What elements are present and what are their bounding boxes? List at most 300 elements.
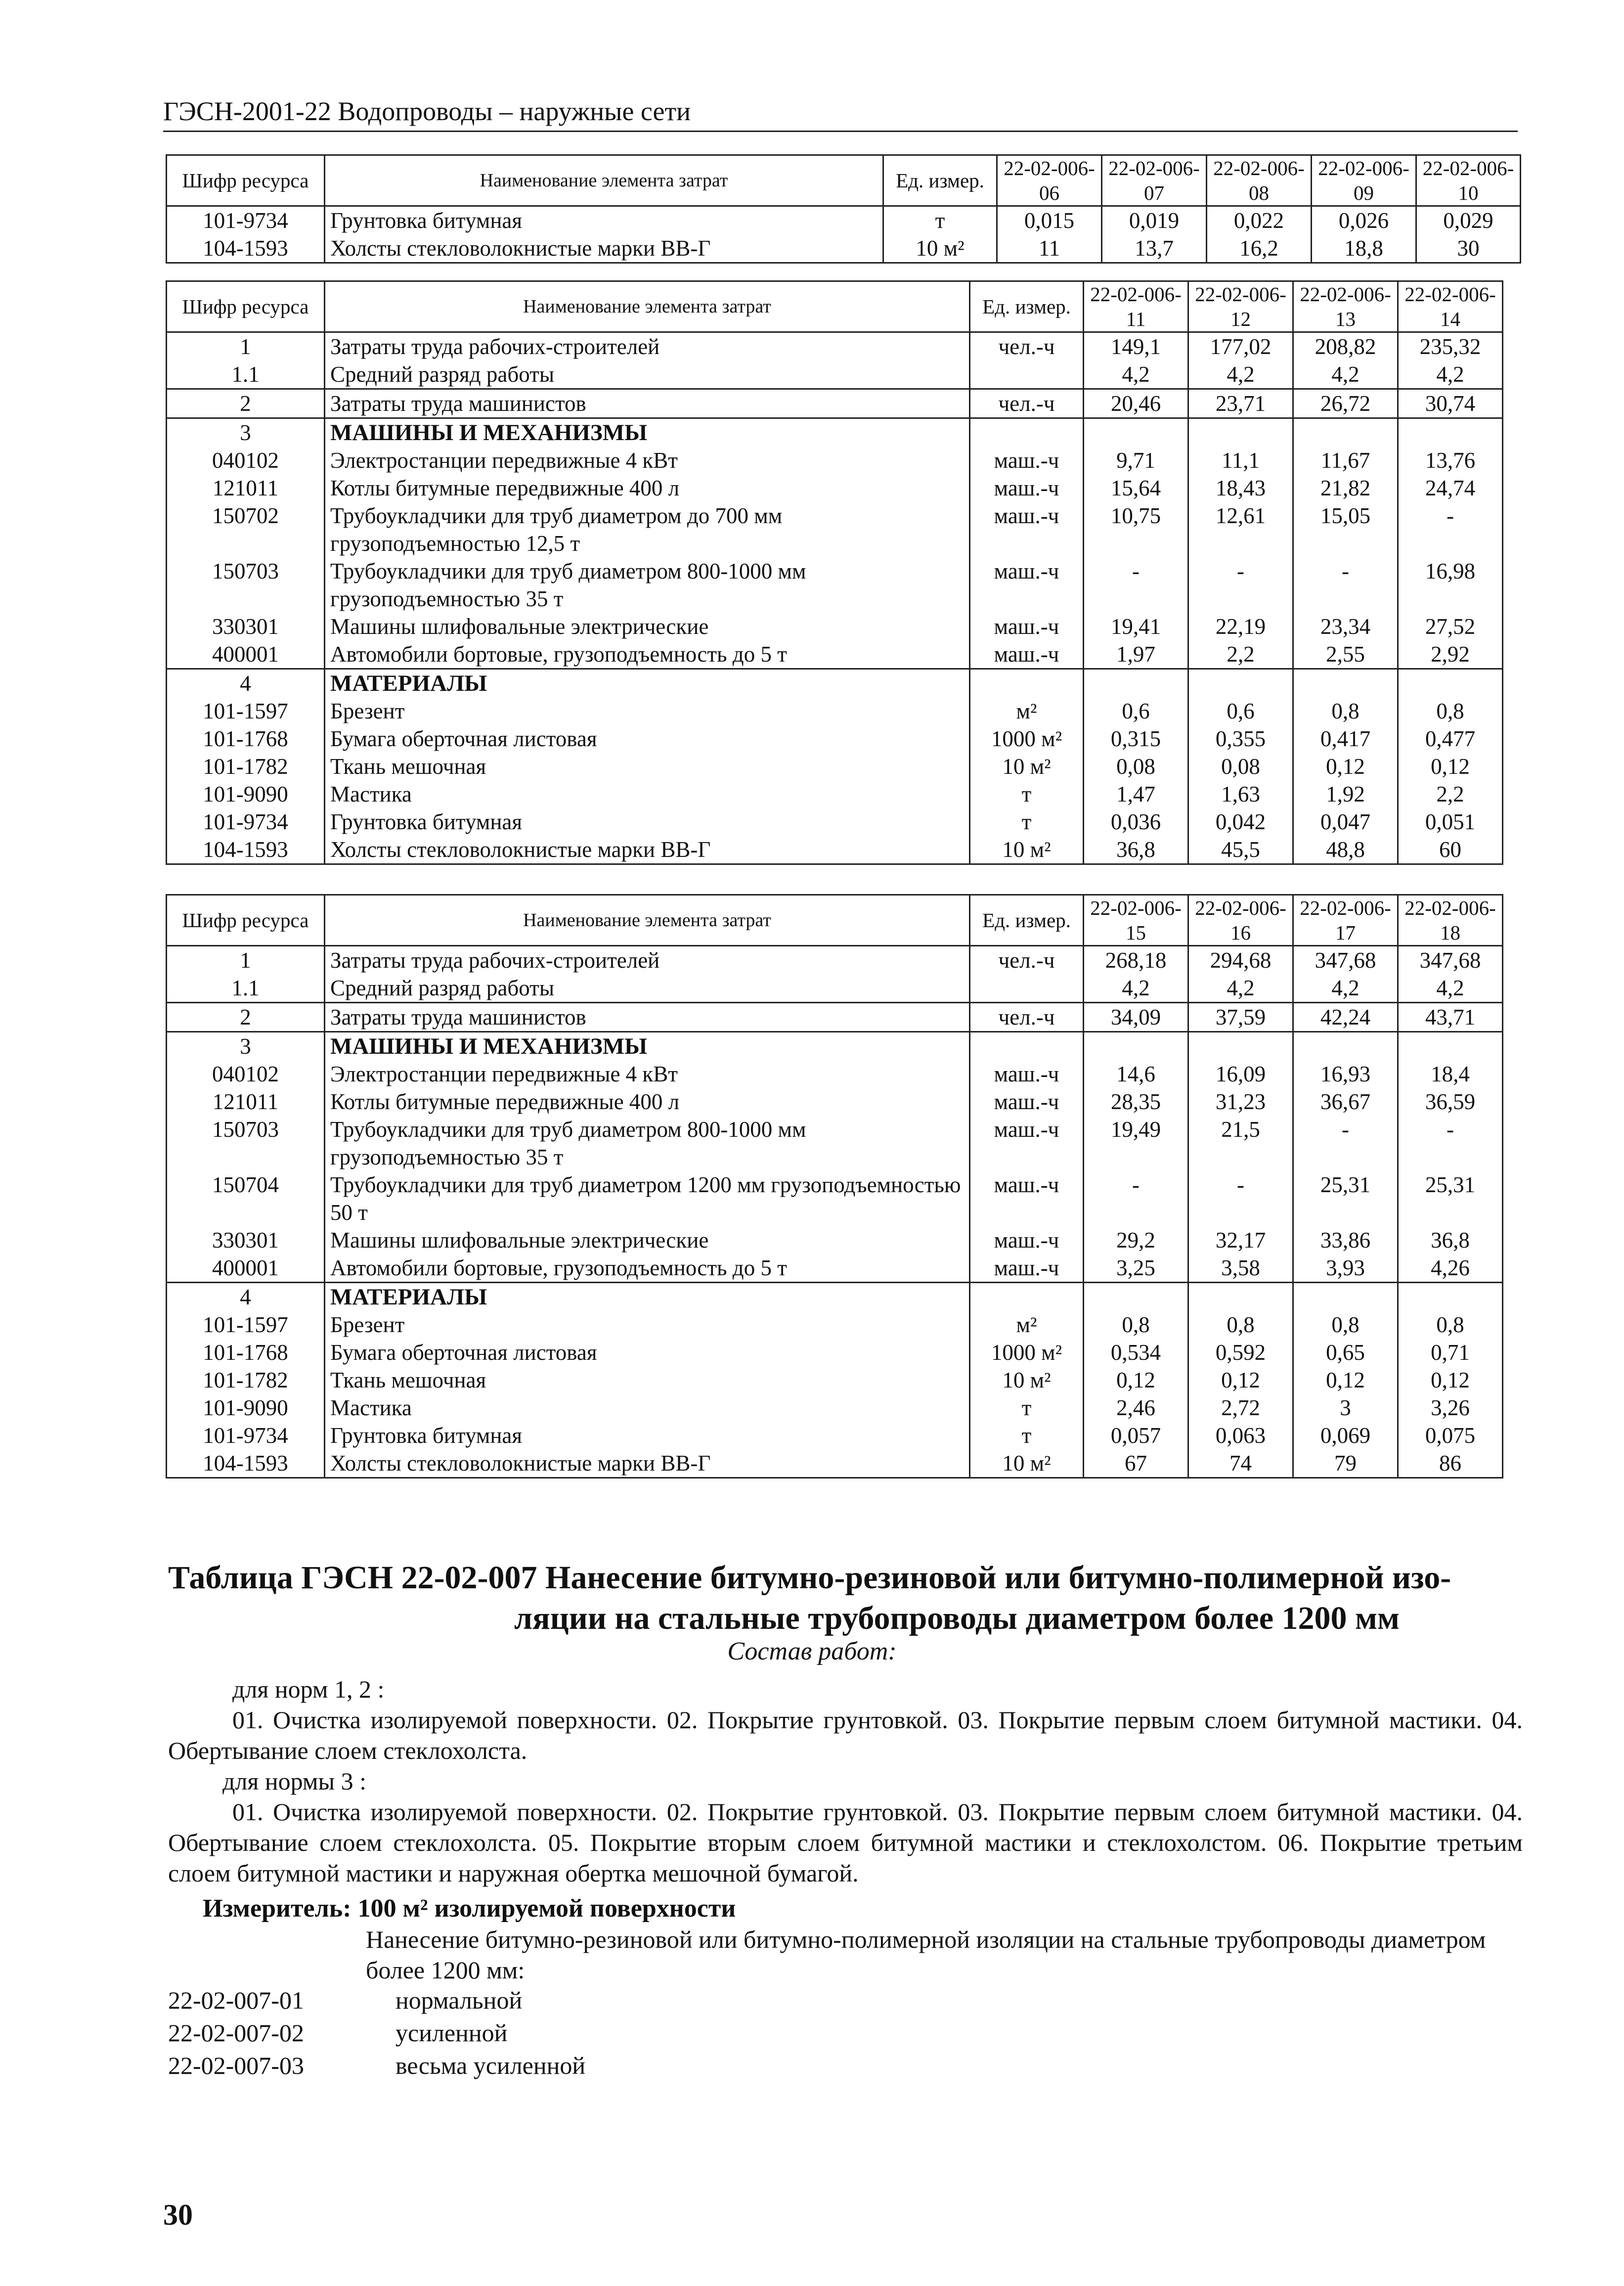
resource-code: 3 [167,418,325,447]
resource-code: 150703 [167,1116,325,1171]
norm-value [1084,1032,1188,1061]
resource-code: 330301 [167,613,325,640]
column-header: Шифр ресурса [167,155,325,206]
column-header: 22-02-006-12 [1188,281,1293,332]
norm-code: 22-02-007-01 [168,1986,304,2014]
norm-value: 4,2 [1398,360,1503,389]
norm-value: 149,1 [1084,332,1188,361]
norm-value: 0,069 [1293,1422,1398,1449]
table-row [167,697,1503,725]
norm-code-label: усиленной [395,2019,508,2047]
norm-value: 2,2 [1398,780,1503,808]
resource-name: Холсты стекловолокнистые марки ВВ-Г [325,234,883,263]
resource-name: Бумага оберточная листовая [325,1339,970,1366]
norm-value: 19,49 [1084,1116,1188,1171]
unit-of-measure: 10 м² [970,836,1084,864]
resource-name: Мастика [325,780,970,808]
unit-of-measure: чел.-ч [970,1003,1084,1032]
norm-value: 0,12 [1398,1366,1503,1394]
norm-value: 0,8 [1293,1311,1398,1339]
resource-name: Трубоукладчики для труб диаметром до 700 мм грузоподъемностью 12,5 т [325,502,970,557]
norm-value: 74 [1188,1449,1293,1478]
resource-name: Брезент [325,697,970,725]
norm-value: 14,6 [1084,1060,1188,1088]
table-row [167,1449,1503,1478]
unit-of-measure [970,360,1084,389]
norm-value: 33,86 [1293,1226,1398,1254]
norm-value [1084,669,1188,698]
norm-value: 3 [1293,1394,1398,1422]
norm-value: 235,32 [1398,332,1503,361]
resource-name: Холсты стекловолокнистые марки ВВ-Г [325,836,970,864]
table-row [167,1088,1503,1116]
norm-description: Нанесение битумно-резиновой или битумно-полимерной изоляции на стальные трубопроводы диаметром более 1200 мм: [366,1926,1486,1984]
table-row [167,557,1503,613]
norm-value: 3,25 [1084,1254,1188,1283]
norm-value: 36,59 [1398,1088,1503,1116]
norm-value: 294,68 [1188,946,1293,975]
table-row [167,1226,1503,1254]
norm-value: 28,35 [1084,1088,1188,1116]
unit-of-measure: 1000 м² [970,725,1084,753]
unit-of-measure: маш.-ч [970,613,1084,640]
norm-value: 19,41 [1084,613,1188,640]
norm-value: 27,52 [1398,613,1503,640]
norm-value: 30,74 [1398,389,1503,418]
norm-value: 18,4 [1398,1060,1503,1088]
unit-of-measure [970,669,1084,698]
resource-name: Котлы битумные передвижные 400 л [325,474,970,502]
norms-3-text: 01. Очистка изолируемой поверхности. 02. Покрытие грунтовкой. 03. Покрытие первым слоем битумной мастики. 04. Обертывание слоем стеклохолста. 05. Покрытие вторым слоем битумной мастики и стеклохолстом. 06. Покрытие третьим слоем битумной мастики и наружная обертка мешочной бумагой. [168,1798,1523,1887]
norm-value: 30 [1416,234,1521,263]
norm-value: 0,026 [1312,206,1416,235]
norm-value: 60 [1398,836,1503,864]
norm-code-row [168,1984,585,2017]
resource-code: 1.1 [167,360,325,389]
table-row [167,332,1503,361]
norm-value [1293,1032,1398,1061]
column-header: Наименование элемента затрат [325,155,883,206]
resource-name: Затраты труда рабочих-строителей [325,332,970,361]
norm-value: - [1084,557,1188,613]
norm-value: 36,67 [1293,1088,1398,1116]
table-row [167,1422,1503,1449]
norm-value [1188,1283,1293,1311]
resource-name: Котлы битумные передвижные 400 л [325,1088,970,1116]
norm-value: 2,92 [1398,640,1503,669]
norm-value: 4,2 [1293,974,1398,1003]
unit-of-measure [970,1032,1084,1061]
resource-code: 4 [167,1283,325,1311]
resource-name: Грунтовка битумная [325,1422,970,1449]
resource-name: Электростанции передвижные 4 кВт [325,1060,970,1088]
column-header: Шифр ресурса [167,281,325,332]
norm-value: 0,042 [1188,808,1293,836]
norm-code: 22-02-007-02 [168,2019,304,2047]
unit-of-measure [970,974,1084,1003]
unit-of-measure: 10 м² [883,234,997,263]
norm-value: 36,8 [1084,836,1188,864]
norm-value: 21,82 [1293,474,1398,502]
column-header: Ед. измер. [970,895,1084,946]
norm-value: 0,355 [1188,725,1293,753]
table-row [167,502,1503,557]
unit-of-measure: маш.-ч [970,1171,1084,1226]
norm-value: 0,08 [1188,753,1293,780]
column-header: 22-02-006-08 [1207,155,1312,206]
resource-code: 101-9090 [167,780,325,808]
norm-value: 45,5 [1188,836,1293,864]
column-header: 22-02-006-16 [1188,895,1293,946]
resource-code: 150704 [167,1171,325,1226]
page-header: ГЭСН-2001-22 Водопроводы – наружные сети [163,94,1518,132]
column-header: Ед. измер. [883,155,997,206]
norm-value: 23,34 [1293,613,1398,640]
unit-of-measure: маш.-ч [970,1226,1084,1254]
norm-value: 0,12 [1188,1366,1293,1394]
unit-of-measure: маш.-ч [970,1254,1084,1283]
norm-value: 16,93 [1293,1060,1398,1088]
norm-code-label: нормальной [395,1986,523,2014]
table-caption-line1: Таблица ГЭСН 22-02-007 Нанесение битумно-резиновой или битумно-полимерной изо- [168,1560,1451,1596]
norm-value: 23,71 [1188,389,1293,418]
norm-value: 34,09 [1084,1003,1188,1032]
norm-value: 4,2 [1188,360,1293,389]
norm-code-list [168,1984,585,2082]
resource-name: МАТЕРИАЛЫ [325,1283,970,1311]
column-header: 22-02-006-10 [1416,155,1521,206]
resource-code: 104-1593 [167,1449,325,1478]
resource-name: Трубоукладчики для труб диаметром 800-1000 мм грузоподъемностью 35 т [325,557,970,613]
norm-value: 0,6 [1084,697,1188,725]
resource-name: Затраты труда рабочих-строителей [325,946,970,975]
table-row [167,447,1503,474]
column-header: Наименование элемента затрат [325,895,970,946]
resource-code: 101-9734 [167,1422,325,1449]
unit-of-measure: маш.-ч [970,502,1084,557]
resource-code: 2 [167,389,325,418]
norm-value: 16,98 [1398,557,1503,613]
norm-value [1188,1032,1293,1061]
column-header: 22-02-006-14 [1398,281,1503,332]
table-row [167,640,1503,669]
norms-1-2-label: для норм 1, 2 : [232,1675,385,1703]
unit-of-measure: чел.-ч [970,946,1084,975]
resource-code: 400001 [167,1254,325,1283]
norm-value: 18,43 [1188,474,1293,502]
norm-value: 24,74 [1398,474,1503,502]
table-row [167,474,1503,502]
resource-code: 121011 [167,1088,325,1116]
unit-of-measure: т [970,1394,1084,1422]
norm-value [1398,1032,1503,1061]
resource-name: МАШИНЫ И МЕХАНИЗМЫ [325,1032,970,1061]
norm-value: 0,8 [1188,1311,1293,1339]
resource-code: 4 [167,669,325,698]
resource-code: 104-1593 [167,836,325,864]
resource-code: 104-1593 [167,234,325,263]
norm-value: 11,1 [1188,447,1293,474]
norm-value: 0,12 [1398,753,1503,780]
norm-value: 347,68 [1398,946,1503,975]
norm-value: 4,2 [1398,974,1503,1003]
column-header: 22-02-006-06 [997,155,1102,206]
norm-value: 22,19 [1188,613,1293,640]
norm-value: - [1293,1116,1398,1171]
norm-value [1398,1283,1503,1311]
norm-value: 0,8 [1398,1311,1503,1339]
norm-value: 177,02 [1188,332,1293,361]
resource-name: Затраты труда машинистов [325,1003,970,1032]
norm-value: 0,075 [1398,1422,1503,1449]
norm-value [1398,418,1503,447]
norm-value: 0,022 [1207,206,1312,235]
norm-value: 86 [1398,1449,1503,1478]
norm-value: 31,23 [1188,1088,1293,1116]
norm-value: 67 [1084,1449,1188,1478]
resource-code: 101-1597 [167,1311,325,1339]
resource-code: 3 [167,1032,325,1061]
resource-code: 101-9090 [167,1394,325,1422]
norm-value: 9,71 [1084,447,1188,474]
table-row [167,1060,1503,1088]
table-caption-line2: ляции на стальные трубопроводы диаметром более 1200 мм [514,1600,1400,1636]
norm-value: 0,315 [1084,725,1188,753]
resource-name: Автомобили бортовые, грузоподъемность до 5 т [325,640,970,669]
column-header: Шифр ресурса [167,895,325,946]
norm-value: 0,6 [1188,697,1293,725]
norm-value: 2,55 [1293,640,1398,669]
measure-unit: Измеритель: 100 м² изолируемой поверхности [203,1894,736,1923]
norm-value: - [1188,1171,1293,1226]
norm-value: 15,05 [1293,502,1398,557]
norm-value: 0,047 [1293,808,1398,836]
norm-value: 36,8 [1398,1226,1503,1254]
resource-code: 101-1768 [167,725,325,753]
table-row [167,1116,1503,1171]
norm-value: - [1398,1116,1503,1171]
resource-table-1 [166,154,1521,264]
norm-value: 15,64 [1084,474,1188,502]
norm-value: 3,58 [1188,1254,1293,1283]
work-composition-title: Состав работ: [727,1637,897,1665]
norm-value: 43,71 [1398,1003,1503,1032]
norm-value: 11 [997,234,1102,263]
resource-code: 400001 [167,640,325,669]
table-row [167,974,1503,1003]
unit-of-measure: маш.-ч [970,474,1084,502]
resource-name: МАШИНЫ И МЕХАНИЗМЫ [325,418,970,447]
norm-value: 0,65 [1293,1339,1398,1366]
resource-name: МАТЕРИАЛЫ [325,669,970,698]
column-header: 22-02-006-15 [1084,895,1188,946]
norm-value: 347,68 [1293,946,1398,975]
norm-value: 0,029 [1416,206,1521,235]
norm-value: 2,72 [1188,1394,1293,1422]
norm-value: 1,97 [1084,640,1188,669]
norm-value: 29,2 [1084,1226,1188,1254]
resource-code: 150703 [167,557,325,613]
column-header: Ед. измер. [970,281,1084,332]
norm-value: 1,47 [1084,780,1188,808]
table-row [167,1366,1503,1394]
resource-name: Грунтовка битумная [325,808,970,836]
norm-value: 0,019 [1102,206,1207,235]
norm-value: 13,7 [1102,234,1207,263]
resource-name: Холсты стекловолокнистые марки ВВ-Г [325,1449,970,1478]
norm-value: 21,5 [1188,1116,1293,1171]
table-row [167,836,1503,864]
resource-name: Бумага оберточная листовая [325,725,970,753]
table-row [167,946,1503,975]
norm-code-row [168,2017,585,2049]
norm-value: 0,12 [1084,1366,1188,1394]
resource-code: 101-9734 [167,206,325,235]
norm-value: 4,2 [1188,974,1293,1003]
table-row [167,1283,1503,1311]
unit-of-measure: маш.-ч [970,447,1084,474]
norm-value: 37,59 [1188,1003,1293,1032]
unit-of-measure: 1000 м² [970,1339,1084,1366]
norm-value: 26,72 [1293,389,1398,418]
column-header: 22-02-006-18 [1398,895,1503,946]
norm-value: 0,057 [1084,1422,1188,1449]
unit-of-measure: т [970,780,1084,808]
norm-value: 0,015 [997,206,1102,235]
norm-value: 208,82 [1293,332,1398,361]
unit-of-measure: м² [970,697,1084,725]
norms-1-2-text: 01. Очистка изолируемой поверхности. 02. Покрытие грунтовкой. 03. Покрытие первым слоем битумной мастики. 04. Обертывание слоем стеклохолста. [168,1706,1523,1764]
norm-value: 268,18 [1084,946,1188,975]
resource-name: Затраты труда машинистов [325,389,970,418]
norm-value [1293,418,1398,447]
norm-value: - [1084,1171,1188,1226]
unit-of-measure: 10 м² [970,1449,1084,1478]
resource-code: 101-9734 [167,808,325,836]
norm-value: 0,08 [1084,753,1188,780]
table-row [167,1032,1503,1061]
column-header: 22-02-006-09 [1312,155,1416,206]
norm-value: 2,46 [1084,1394,1188,1422]
table-row [167,753,1503,780]
norm-value: - [1188,557,1293,613]
norm-value [1084,418,1188,447]
resource-table-3 [166,894,1503,1479]
unit-of-measure [970,1283,1084,1311]
unit-of-measure: чел.-ч [970,332,1084,361]
norm-value: 0,71 [1398,1339,1503,1366]
resource-name: Ткань мешочная [325,753,970,780]
norm-value: 13,76 [1398,447,1503,474]
table-row [167,389,1503,418]
norms-3-label: для нормы 3 : [222,1767,367,1795]
norm-value: 4,2 [1084,974,1188,1003]
table-row [167,780,1503,808]
unit-of-measure: т [883,206,997,235]
table-row [167,613,1503,640]
norm-code-label: весьма усиленной [395,2052,586,2079]
norm-value: 0,063 [1188,1422,1293,1449]
norm-value: 10,75 [1084,502,1188,557]
norm-value: 25,31 [1398,1171,1503,1226]
norm-value: 18,8 [1312,234,1416,263]
norm-value: 0,8 [1084,1311,1188,1339]
resource-name: Средний разряд работы [325,360,970,389]
resource-code: 040102 [167,1060,325,1088]
norm-value: 3,26 [1398,1394,1503,1422]
resource-name: Трубоукладчики для труб диаметром 800-1000 мм грузоподъемностью 35 т [325,1116,970,1171]
page-number: 30 [163,2198,193,2231]
norm-value: 20,46 [1084,389,1188,418]
resource-code: 101-1782 [167,753,325,780]
norm-value: 16,2 [1207,234,1312,263]
resource-name: Машины шлифовальные электрические [325,613,970,640]
norm-value: - [1398,502,1503,557]
norm-value: 0,8 [1398,697,1503,725]
resource-code: 101-1782 [167,1366,325,1394]
resource-name: Автомобили бортовые, грузоподъемность до 5 т [325,1254,970,1283]
resource-name: Электростанции передвижные 4 кВт [325,447,970,474]
unit-of-measure: маш.-ч [970,1116,1084,1171]
norm-value: 1,92 [1293,780,1398,808]
norm-value: 42,24 [1293,1003,1398,1032]
norm-value: 1,63 [1188,780,1293,808]
norm-code-row [168,2049,585,2082]
norm-value: 25,31 [1293,1171,1398,1226]
table-caption [168,1558,1523,1639]
resource-code: 101-1597 [167,697,325,725]
norm-value: 11,67 [1293,447,1398,474]
resource-name: Ткань мешочная [325,1366,970,1394]
resource-code: 040102 [167,447,325,474]
resource-code: 150702 [167,502,325,557]
norm-value: 0,12 [1293,753,1398,780]
unit-of-measure: маш.-ч [970,1088,1084,1116]
norm-value: 0,8 [1293,697,1398,725]
norm-value: 2,2 [1188,640,1293,669]
column-header: 22-02-006-13 [1293,281,1398,332]
unit-of-measure: чел.-ч [970,389,1084,418]
table-row [167,206,1521,235]
norm-value: 0,534 [1084,1339,1188,1366]
norm-value: 16,09 [1188,1060,1293,1088]
column-header: 22-02-006-07 [1102,155,1207,206]
norm-value: 79 [1293,1449,1398,1478]
table-row [167,418,1503,447]
norm-value [1398,669,1503,698]
resource-code: 121011 [167,474,325,502]
table-row [167,234,1521,263]
unit-of-measure: т [970,808,1084,836]
resource-table-2 [166,280,1503,865]
norm-value: 32,17 [1188,1226,1293,1254]
table-row [167,360,1503,389]
norm-value [1293,1283,1398,1311]
norm-value: 12,61 [1188,502,1293,557]
norm-value [1084,1283,1188,1311]
resource-name: Машины шлифовальные электрические [325,1226,970,1254]
unit-of-measure: т [970,1422,1084,1449]
norm-value: 0,417 [1293,725,1398,753]
column-header: Наименование элемента затрат [325,281,970,332]
resource-code: 330301 [167,1226,325,1254]
column-header: 22-02-006-17 [1293,895,1398,946]
norm-value [1188,418,1293,447]
norm-value [1293,669,1398,698]
resource-code: 2 [167,1003,325,1032]
unit-of-measure: м² [970,1311,1084,1339]
table-row [167,1339,1503,1366]
